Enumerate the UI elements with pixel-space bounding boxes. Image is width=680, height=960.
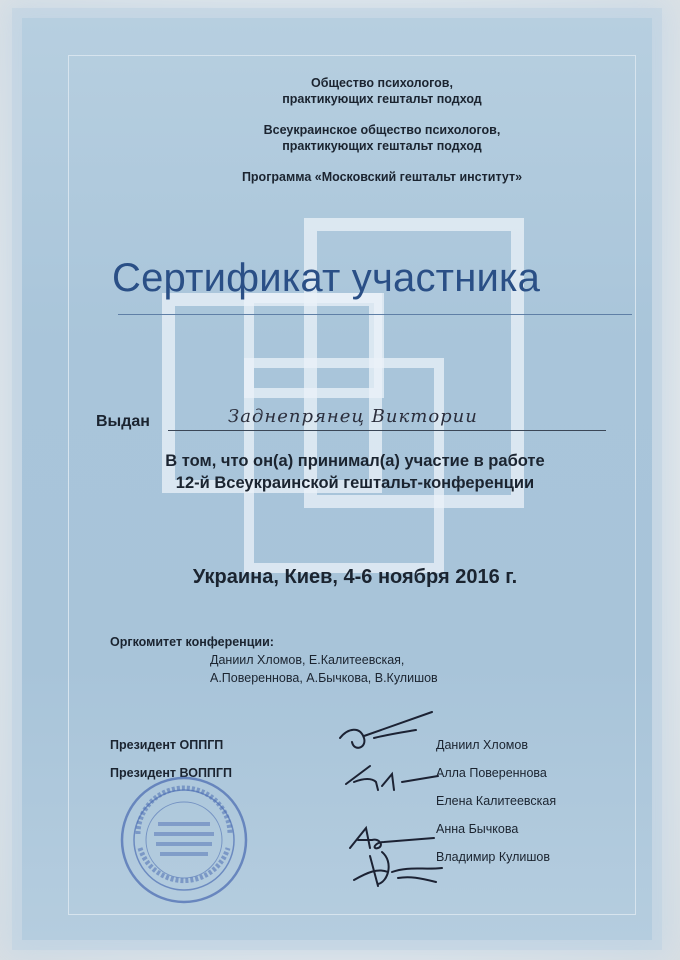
org-line: Всеукраинское общество психологов, (263, 123, 501, 137)
program-line: Программа «Московский гештальт институт» (241, 170, 523, 184)
issued-underline (168, 430, 606, 431)
statement-line: 12-й Всеукраинской гештальт-конференции (175, 474, 535, 492)
committee-heading: Оргкомитет конференции: (110, 635, 274, 649)
president-label: Президент ВОППГП (110, 766, 232, 780)
signatory-name: Алла Повереннова (436, 766, 547, 780)
decor-square-small (244, 293, 384, 398)
place-date: Украина, Киев, 4-6 ноября 2016 г. (192, 566, 518, 588)
certificate-sheet (22, 18, 652, 940)
org-line: практикующих гештальт подход (282, 92, 482, 106)
recipient-name: Заднепрянец Виктории (228, 406, 478, 427)
title-divider (118, 314, 632, 315)
signatory-name: Владимир Кулишов (436, 850, 551, 864)
issued-label: Выдан (96, 413, 150, 430)
signature-khlomov (334, 708, 444, 758)
statement-line: В том, что он(а) принимал(а) участие в работе (165, 452, 545, 470)
president-label: Президент ОППГП (110, 738, 224, 752)
committee-members: А.Повереннова, А.Бычкова, В.Кулишов (210, 671, 438, 685)
signatory-name: Елена Калитеевская (436, 794, 557, 808)
signatory-name: Даниил Хломов (436, 738, 528, 752)
org-line: Общество психологов, (311, 76, 453, 90)
signature-poverennova (342, 756, 442, 800)
organization-stamp (118, 774, 250, 906)
committee-members: Даниил Хломов, Е.Калитеевская, (210, 653, 405, 667)
org-line: практикующих гештальт подход (282, 139, 482, 153)
signature-kulishov (348, 842, 448, 892)
signatory-name: Анна Бычкова (436, 822, 519, 836)
certificate-title: Сертификат участника (112, 256, 541, 300)
